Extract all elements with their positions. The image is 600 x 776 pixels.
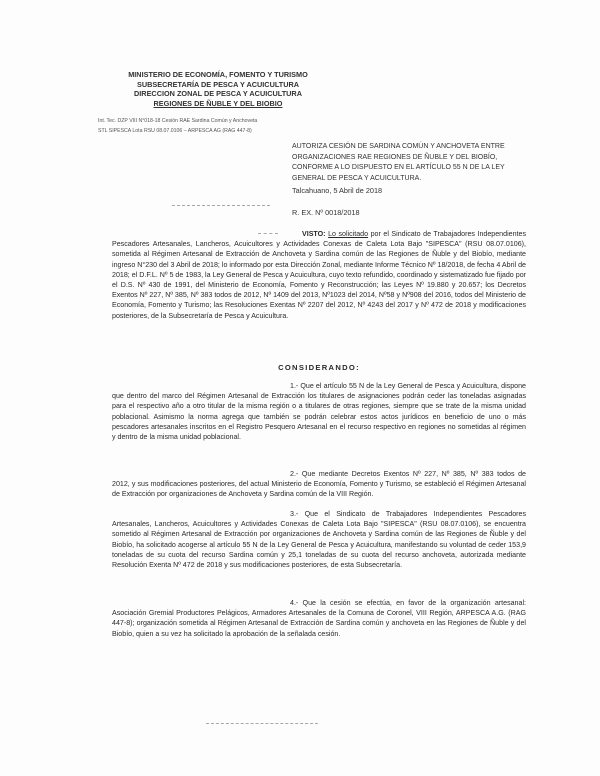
considerando-heading: CONSIDERANDO: — [278, 363, 360, 372]
visto-label: VISTO: — [302, 230, 326, 238]
considerando-paragraph-4: 4.- Que la cesión se efectúa, en favor de la organización artesanal: Asociación Gremial Productores Pelágicos, Armadores Artesanales de la Comuna de Coronel, VIII Región, ARPESCA A.G. (RAG 447-8); organización sometida al Régimen Artesanal de Extracción de Sardina común y anchoveta en las Regiones de Ñuble y del Biobío, quien a su vez ha solicitado la aprobación de la señalada cesión. — [112, 599, 526, 638]
meta-line-1: Int. Tec. DZP VIII N°018-18 Cesión RAE Sardina Común y Anchoveta — [98, 118, 258, 124]
ministry-header — [118, 70, 318, 108]
document-date: Talcahuano, 5 Abril de 2018 — [292, 186, 383, 195]
resolution-title: AUTORIZA CESIÓN DE SARDINA COMÚN Y ANCHOVETA ENTRE ORGANIZACIONES RAE REGIONES DE ÑUBLE Y DEL BIOBÍO, CONFORME A LO DISPUESTO EN EL ARTÍCULO 55 N DE LA LEY GENERAL DE PESCA Y ACUICULTURA. — [292, 143, 505, 182]
meta-line-2: STL SIPESCA Lota RSU 08.07.0106 – ARPESCA AG (RAG 447-8) — [98, 127, 252, 134]
considerando-paragraph-3: 3.- Que el Sindicato de Trabajadores Independientes Pescadores Artesanales, Lancheros, Acuicultores y Actividades Conexas de Caleta Lota Bajo "SIPESCA" (RSU 08.07.0106), se encuentra sometido al Régimen Artesanal de Extracción por organizaciones de Anchoveta y Sardina común de las Regiones de Ñuble y del Biobío, ha solicitado acogerse al artículo 55 N de la Ley General de Pesca y Acuicultura, manifestando su voluntad de ceder 153,9 toneladas de su cuota del recurso Sardina común y 25,1 toneladas de su cuota del recurso anchoveta, autorizada mediante Resolución Exenta Nº 472 de 2018 y sus modificaciones posteriores, de esta Subsecretaría. — [112, 510, 526, 570]
header-ministry: MINISTERIO DE ECONOMÍA, FOMENTO Y TURISMO — [128, 70, 308, 79]
header-direccion: DIRECCION ZONAL DE PESCA Y ACUICULTURA — [134, 89, 302, 99]
resolution-number: R. EX. Nº 0018/2018 — [292, 208, 360, 217]
reference-meta — [98, 117, 328, 136]
divider-line — [172, 205, 270, 206]
header-regiones: REGIONES DE ÑUBLE Y DEL BIOBIO — [153, 98, 283, 108]
header-subsecretaria: SUBSECRETARÍA DE PESCA Y ACUICULTURA — [136, 79, 300, 89]
considerando-paragraph-1: 1.- Que el artículo 55 N de la Ley General de Pesca y Acuicultura, dispone que dentro del marco del Régimen Artesanal de Extracción los titulares de asignaciones podrán ceder las toneladas asignadas para el respectivo año a otro titular de la misma región o a titulares de otras regiones, siempre que se trate de la misma unidad poblacional. Asimismo la norma agrega que también se podrán celebrar estos actos jurídicos en beneficio de uno o más pescadores artesanales inscritos en el Registro Pesquero Artesanal en el recurso respectivo en regiones no sometidas al régimen y dentro de la misma unidad poblacional. — [112, 382, 526, 442]
visto-paragraph — [112, 229, 526, 321]
considerando-paragraph-2: 2.- Que mediante Decretos Exentos Nº 227, Nº 385, Nº 383 todos de 2012, y sus modificaciones posteriores, del actual Ministerio de Economía, Fomento y Turismo, se estableció el Régimen Artesanal de Extracción por organizaciones de Anchoveta y Sardina común de la VIII Región. — [112, 470, 526, 499]
visto-underlined: Lo solicitado — [328, 230, 369, 238]
divider-line — [206, 723, 318, 724]
visto-text: por el Sindicato de Trabajadores Independientes Pescadores Artesanales, Lancheros, Acuicultores y Actividades Conexas de Caleta Lota Bajo "SIPESCA" (RSU 08.07.0106), sometida al Régimen Artesanal de Extracción de Anchoveta y Sardina común de las Regiones de Ñuble y del Biobío, mediante ingreso N°230 del 3 Abril de 2018; lo informado por esta Dirección Zonal, mediante Informe Técnico Nº 18/2018, de fecha 4 Abril de 2018; el D.F.L. Nº 5 de 1983, la Ley General de Pesca y Acuicultura, cuyo texto refundido, coordinado y sistematizado fue fijado por el D.S. Nº 430 de 1991, del Ministerio de Economía, Fomento y Reconstrucción; las Leyes Nº 19.880 y 20.657; los Decretos Exentos Nº 227, Nº 385, Nº 383 todos de 2012, Nº 1409 del 2013, Nº1023 del 2014, Nº58 y Nº908 del 2016, todos del Ministerio de Economía, Fomento y Turismo; las Resoluciones Exentas Nº 2207 del 2012, Nº 4243 del 2017 y Nº 472 de 2018 y modificaciones posteriores, de la Subsecretaría de Pesca y Acuicultura. — [112, 230, 526, 320]
